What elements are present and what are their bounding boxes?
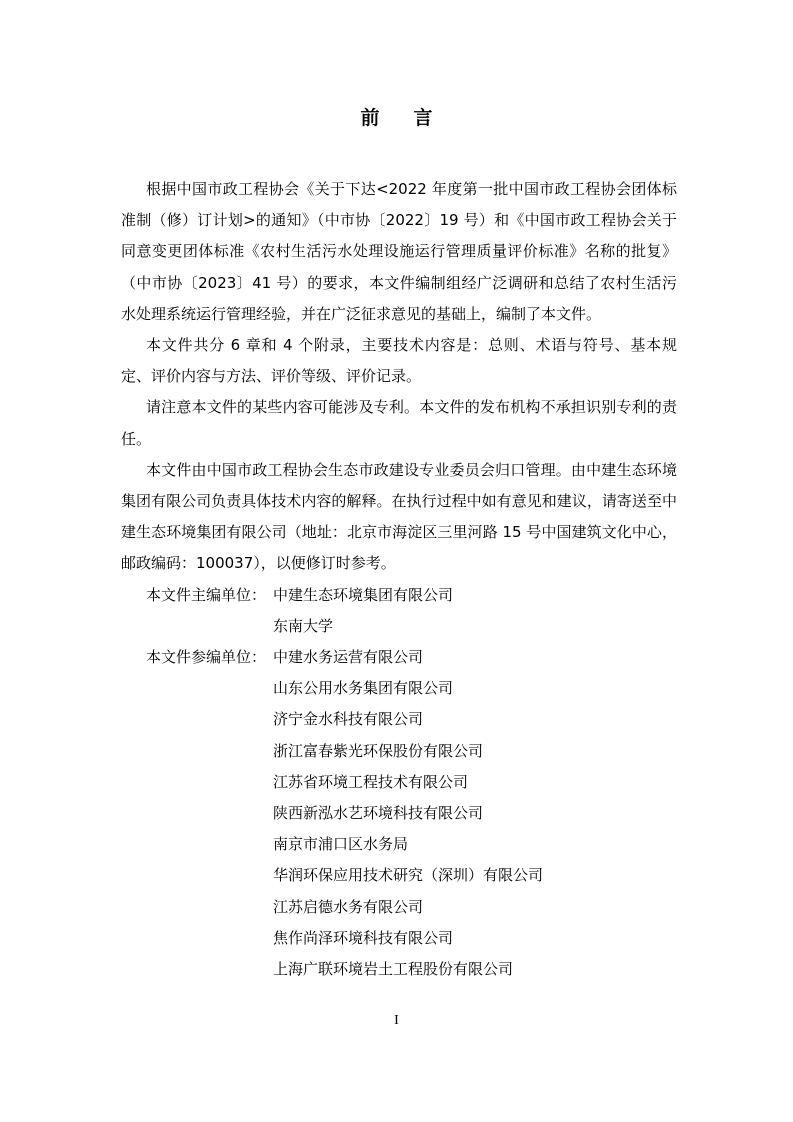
participant-row [121,642,677,673]
label-spacer [121,860,273,891]
participant-unit: 江苏省环境工程技术有限公司 [273,772,469,791]
label-spacer [121,611,273,642]
paragraph-basis: 根据中国市政工程协会《关于下达<2022 年度第一批中国市政工程协会团体标准制（修）订计划>的通知》（中市协〔2022〕19 号）和《中国市政工程协会关于同意变更团体标准《农村生活污水处理设施运行管理质量评价标准》名称的批复》（中市协〔2023〕41 号）的要求，本文件编制组经广泛调研和总结了农村生活污水处理系统运行管理经验，并在广泛征求意见的基础上，编制了本文件。 [121,180,677,323]
label-spacer [121,736,273,767]
participant-row [121,892,677,923]
label-spacer [121,892,273,923]
participant-row [121,829,677,860]
participant-row [121,673,677,704]
participant-unit: 焦作尚泽环境科技有限公司 [273,928,454,947]
participant-label: 本文件参编单位： [146,648,267,667]
page-title: 前言 [360,107,467,129]
participant-unit: 山东公用水务集团有限公司 [273,679,454,698]
label-spacer [121,704,273,735]
participant-unit: 济宁金水科技有限公司 [273,710,424,729]
participant-row [121,954,677,985]
participant-unit: 浙江富春紫光环保股份有限公司 [273,741,484,760]
participant-row [121,923,677,954]
chief-editor-unit: 中建生态环境集团有限公司 [273,585,454,604]
page-number: I [394,1013,399,1028]
label-spacer [121,829,273,860]
paragraph-structure: 本文件共分 6 章和 4 个附录，主要技术内容是：总则、术语与符号、基本规定、评价内容与方法、评价等级、评价记录。 [121,336,677,386]
participant-row [121,798,677,829]
participant-row [121,704,677,735]
participant-unit: 上海广联环境岩土工程股份有限公司 [273,959,514,978]
participant-unit: 中建水务运营有限公司 [273,648,424,667]
label-spacer [121,923,273,954]
chief-editor-row [121,611,677,642]
label-spacer [121,954,273,985]
participant-unit: 陕西新泓水艺环境科技有限公司 [273,803,484,822]
participant-row [121,736,677,767]
label-spacer [121,798,273,829]
label-spacer [121,767,273,798]
participant-unit: 南京市浦口区水务局 [273,835,409,854]
chief-editor-unit: 东南大学 [273,616,334,635]
participant-row [121,860,677,891]
label-spacer [121,673,273,704]
participant-unit: 江苏启德水务有限公司 [273,897,424,916]
paragraph-patent: 请注意本文件的某些内容可能涉及专利。本文件的发布机构不承担识别专利的责任。 [121,398,677,448]
preface-body [121,174,677,985]
paragraph-management: 本文件由中国市政工程协会生态市政建设专业委员会归口管理。由中建生态环境集团有限公司负责具体技术内容的解释。在执行过程中如有意见和建议，请寄送至中建生态环境集团有限公司（地址：北京市海淀区三里河路 15 号中国建筑文化中心，邮政编码：100037），以便修订时参考。 [121,460,677,573]
participant-row [121,767,677,798]
chief-editor-row [121,580,677,611]
participant-unit: 华润环保应用技术研究（深圳）有限公司 [273,866,544,885]
chief-editor-label: 本文件主编单位： [146,585,267,604]
